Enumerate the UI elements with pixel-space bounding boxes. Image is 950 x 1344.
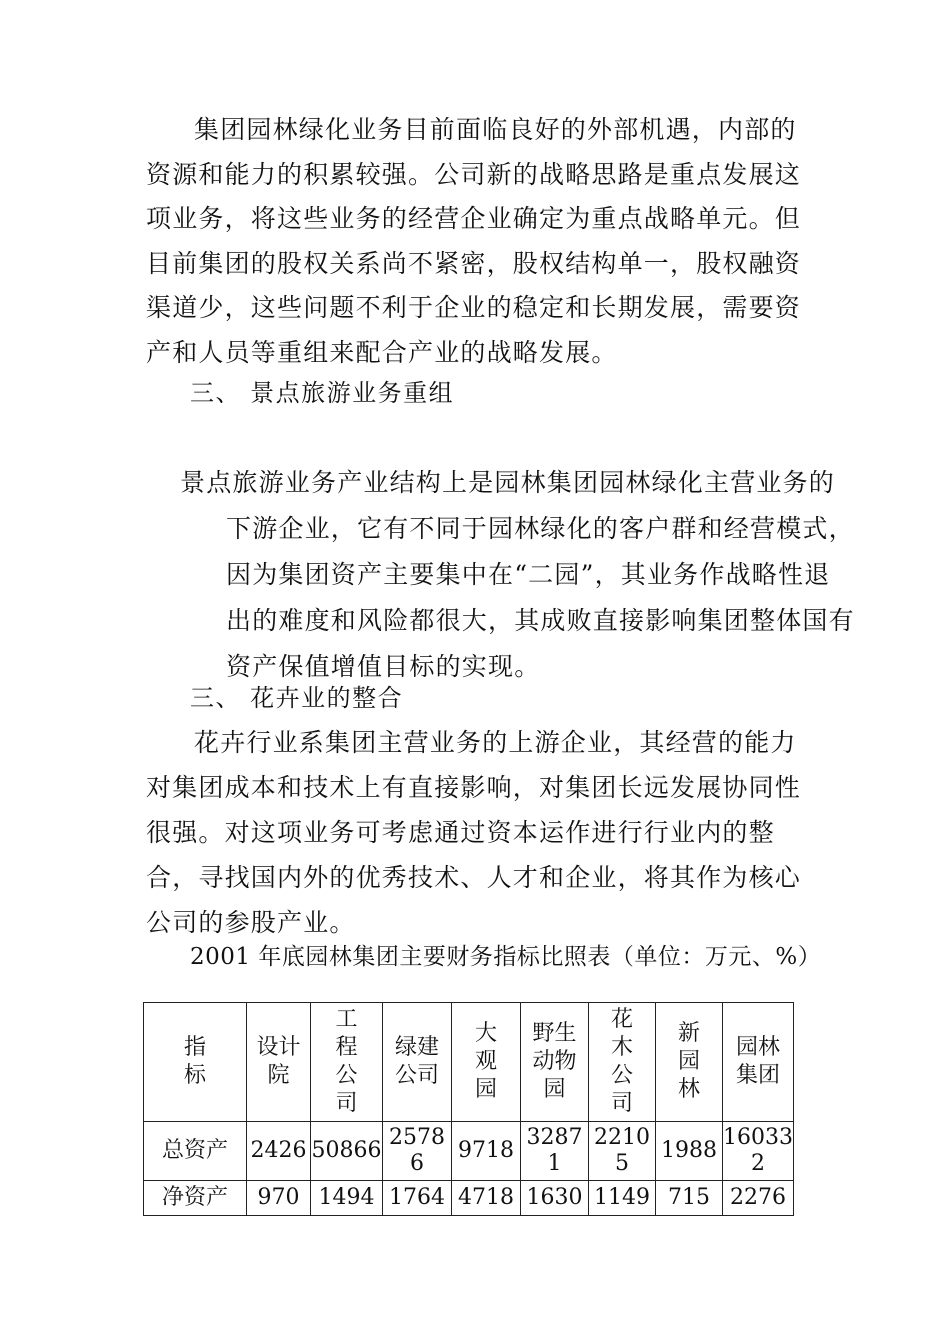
header-cell: 园林集团 (723, 1003, 794, 1122)
table-cell: 1764 (383, 1181, 452, 1216)
header-cell: 指标 (144, 1003, 247, 1122)
table-cell: 50866 (311, 1122, 383, 1181)
table-cell: 160332 (723, 1122, 794, 1181)
financial-table (143, 1002, 794, 1216)
table-cell: 1988 (656, 1122, 723, 1181)
header-cell: 大观园 (452, 1003, 521, 1122)
table-cell: 总资产 (144, 1122, 247, 1181)
header-cell: 设计院 (247, 1003, 311, 1122)
header-cell: 工程公司 (311, 1003, 383, 1122)
header-cell: 野生动物园 (521, 1003, 589, 1122)
heading-flowers: 三、 花卉业的整合 (190, 684, 404, 712)
table-cell: 净资产 (144, 1181, 247, 1216)
paragraph-landscaping: 集团园林绿化业务目前面临良好的外部机遇，内部的资源和能力的积累较强。公司新的战略思路是重点发展这项业务，将这些业务的经营企业确定为重点战略单元。但目前集团的股权关系尚不紧密，股权结构单一，股权融资渠道少，这些问题不利于企业的稳定和长期发展，需要资产和人员等重组来配合产业的战略发展。 (146, 115, 802, 367)
paragraph-tourism: 景点旅游业务产业结构上是园林集团园林绿化主营业务的下游企业，它有不同于园林绿化的客户群和经营模式，因为集团资产主要集中在“二园”，其业务作战略性退出的难度和风险都很大，其成败直接影响集团整体国有资产保值增值目标的实现。 (180, 468, 855, 681)
table-cell: 1494 (311, 1181, 383, 1216)
table-cell: 22105 (589, 1122, 656, 1181)
table-row (144, 1122, 794, 1181)
header-cell: 新园林 (656, 1003, 723, 1122)
table-cell: 1630 (521, 1181, 589, 1216)
paragraph-flowers: 花卉行业系集团主营业务的上游企业，其经营的能力对集团成本和技术上有直接影响，对集团长远发展协同性很强。对这项业务可考虑通过资本运作进行行业内的整合，寻找国内外的优秀技术、人才和企业，将其作为核心公司的参股产业。 (146, 728, 802, 937)
header-cell: 花木公司 (589, 1003, 656, 1122)
table-cell: 9718 (452, 1122, 521, 1181)
table-caption: 2001 年底园林集团主要财务指标比照表（单位：万元、%） (190, 944, 822, 970)
table-cell: 2276 (723, 1181, 794, 1216)
header-cell: 绿建公司 (383, 1003, 452, 1122)
table-cell: 1149 (589, 1181, 656, 1216)
table-cell: 715 (656, 1181, 723, 1216)
table-cell: 25786 (383, 1122, 452, 1181)
heading-tourism: 三、 景点旅游业务重组 (190, 379, 455, 407)
table-cell: 2426 (247, 1122, 311, 1181)
table-cell: 32871 (521, 1122, 589, 1181)
table-cell: 4718 (452, 1181, 521, 1216)
table-header-row (144, 1003, 794, 1122)
table-cell: 970 (247, 1181, 311, 1216)
table-row (144, 1181, 794, 1216)
